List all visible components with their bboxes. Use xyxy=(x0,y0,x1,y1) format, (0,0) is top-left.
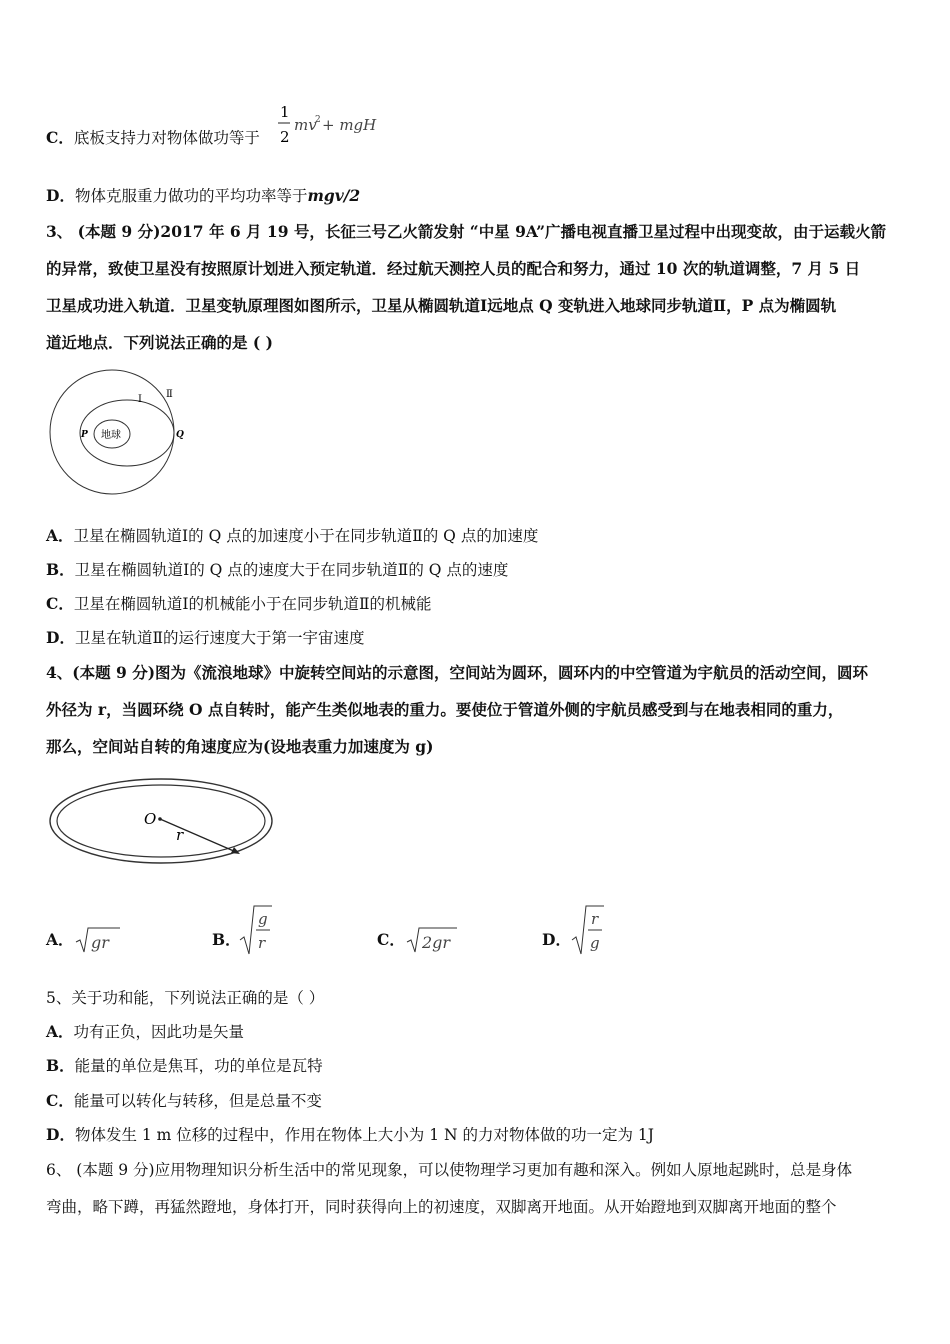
formula-rest: + mgH xyxy=(322,116,377,134)
formula-numerator: 1 xyxy=(280,103,290,121)
q3-option-b: B．卫星在椭圆轨道Ⅰ的 Q 点的速度大于在同步轨道Ⅱ的 Q 点的速度 xyxy=(46,560,509,579)
fraction-denominator: g xyxy=(590,934,600,952)
orbit-diagram xyxy=(46,366,186,500)
formula-expr: mv xyxy=(294,116,317,134)
q4-option-c-formula xyxy=(405,924,461,956)
radius-r-label: r xyxy=(176,826,184,844)
q3-stem-line3: 卫星成功进入轨道．卫星变轨原理图如图所示，卫星从椭圆轨道Ⅰ远地点 Q 变轨进入地球同步轨道Ⅱ，P 点为椭圆轨 xyxy=(46,296,837,315)
formula-denominator: 2 xyxy=(280,128,290,146)
space-station-ring-diagram xyxy=(48,776,278,868)
q2-option-d: D．物体克服重力做功的平均功率等于mgv/2 xyxy=(46,186,361,205)
q3-stem-line2: 的异常，致使卫星没有按照原计划进入预定轨道．经过航天测控人员的配合和努力，通过 10 次的轨道调整，7 月 5 日 xyxy=(46,259,861,278)
q2-option-c-formula xyxy=(276,100,396,150)
point-q-label: Q xyxy=(176,430,184,440)
orbit-ii-label: Ⅱ xyxy=(166,389,173,400)
orbit-i-label: Ⅰ xyxy=(138,394,142,405)
sqrt-content: 2gr xyxy=(422,933,451,952)
q4-option-a-label: A． xyxy=(46,930,74,949)
q2-option-c: C．底板支持力对物体做功等于 xyxy=(46,128,260,147)
earth-label: 地球 xyxy=(101,430,121,441)
q4-option-d-label: D． xyxy=(542,930,571,949)
radius-arrow xyxy=(160,819,236,852)
sqrt-content: gr xyxy=(91,933,109,952)
q4-stem-line1: 4、(本题 9 分)图为《流浪地球》中旋转空间站的示意图，空间站为圆环，圆环内的中空管道为宇航员的活动空间，圆环 xyxy=(46,663,869,682)
q3-option-a: A．卫星在椭圆轨道Ⅰ的 Q 点的加速度小于在同步轨道Ⅱ的 Q 点的加速度 xyxy=(46,526,539,545)
fraction-numerator: g xyxy=(258,910,268,928)
q5-option-b: B．能量的单位是焦耳，功的单位是瓦特 xyxy=(46,1056,323,1075)
q4-option-b-label: B． xyxy=(212,930,241,949)
q4-option-d-formula xyxy=(570,904,610,958)
point-p-label: P xyxy=(81,430,88,440)
ring-inner xyxy=(57,785,265,857)
ring-outer xyxy=(50,779,272,863)
q5-stem: 5、关于功和能，下列说法正确的是（ ） xyxy=(46,989,325,1007)
q4-option-b-formula xyxy=(238,904,278,958)
q5-option-c: C．能量可以转化与转移，但是总量不变 xyxy=(46,1091,322,1110)
fraction-numerator: r xyxy=(591,910,599,928)
q5-option-d: D．物体发生 1 m 位移的过程中，作用在物体上大小为 1 N 的力对物体做的功一定为 1J xyxy=(46,1125,655,1144)
q3-option-d: D．卫星在轨道Ⅱ的运行速度大于第一宇宙速度 xyxy=(46,628,365,647)
q3-option-c: C．卫星在椭圆轨道Ⅰ的机械能小于在同步轨道Ⅱ的机械能 xyxy=(46,594,432,613)
q6-stem-line2: 弯曲，略下蹲，再猛然蹬地，身体打开，同时获得向上的初速度，双脚离开地面。从开始蹬地到双脚离开地面的整个 xyxy=(46,1198,837,1216)
q3-stem-line1: 3、 (本题 9 分)2017 年 6 月 19 号，长征三号乙火箭发射 “中星 9A”广播电视直播卫星过程中出现变故，由于运载火箭 xyxy=(46,222,887,241)
q6-stem-line1: 6、 (本题 9 分)应用物理知识分析生活中的常见现象，可以使物理学习更加有趣和深入。例如人原地起跳时，总是身体 xyxy=(46,1161,853,1179)
q5-option-a: A．功有正负，因此功是矢量 xyxy=(46,1022,245,1041)
q4-option-a-formula xyxy=(74,924,124,956)
q4-stem-line3: 那么，空间站自转的角速度应为(设地表重力加速度为 g) xyxy=(46,737,434,756)
q4-option-c-label: C． xyxy=(377,930,405,949)
center-o-label: O xyxy=(144,810,157,828)
q4-stem-line2: 外径为 r，当圆环绕 O 点自转时，能产生类似地表的重力。要使位于管道外侧的宇航员感受到与在地表相同的重力， xyxy=(46,700,844,719)
q3-stem-line4: 道近地点．下列说法正确的是 ( ) xyxy=(46,333,273,352)
formula-sup: 2 xyxy=(315,115,321,125)
fraction-denominator: r xyxy=(258,934,266,952)
